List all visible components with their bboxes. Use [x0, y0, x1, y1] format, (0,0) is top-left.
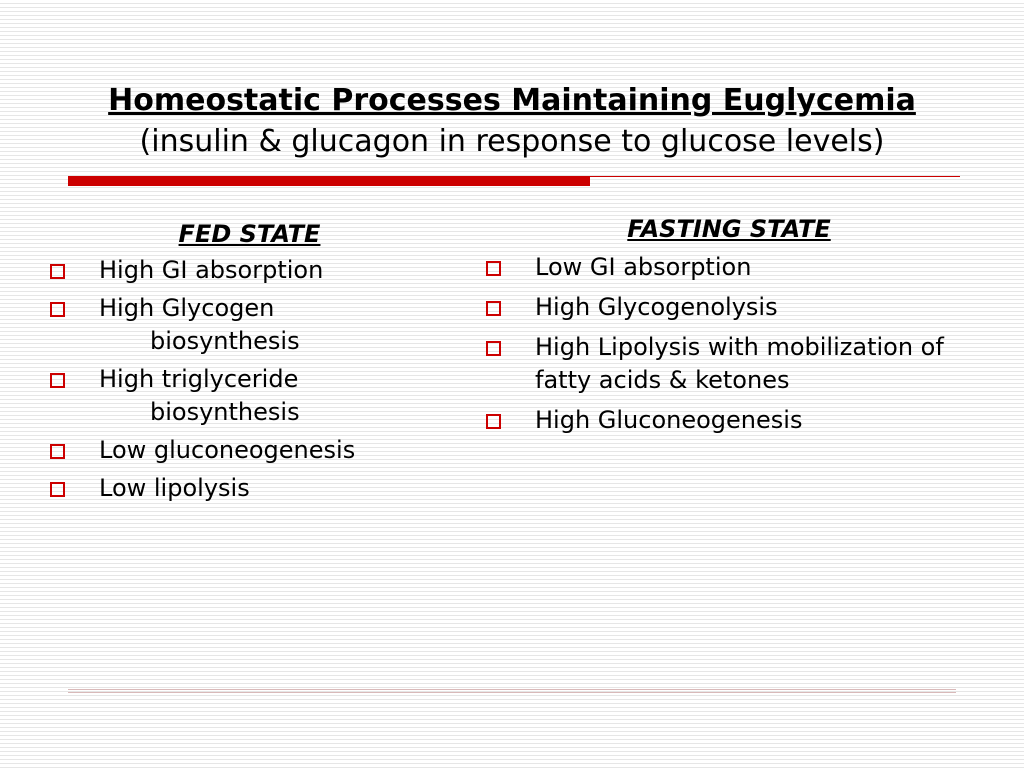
list-item-text: High Lipolysis with mobilization of fatty acids & ketones — [535, 333, 944, 394]
list-item — [484, 291, 954, 324]
list-item — [484, 404, 954, 437]
title-accent-bar — [68, 176, 590, 186]
list-item — [48, 363, 428, 429]
slide-title-block — [0, 80, 1024, 162]
hollow-square-icon — [486, 261, 501, 276]
fasting-state-heading: FASTING STATE — [627, 215, 831, 243]
hollow-square-icon — [486, 341, 501, 356]
list-item-text: Low gluconeogenesis — [99, 436, 356, 464]
hollow-square-icon — [50, 264, 65, 279]
fed-state-heading: FED STATE — [178, 220, 321, 248]
list-item — [484, 251, 954, 284]
list-item — [484, 331, 954, 397]
list-item-text: High Gluconeogenesis — [535, 406, 803, 434]
slide-subtitle: (insulin & glucagon in response to glucose levels) — [139, 124, 885, 159]
list-item — [48, 434, 428, 467]
list-item-text: Low GI absorption — [535, 253, 752, 281]
hollow-square-icon — [50, 482, 65, 497]
list-item — [48, 292, 428, 358]
fasting-state-list — [484, 251, 954, 437]
list-item-text: High GI absorption — [99, 256, 324, 284]
list-item — [48, 254, 428, 287]
list-item-text: High Glycogenolysis — [535, 293, 778, 321]
footer-rule — [68, 692, 956, 693]
hollow-square-icon — [486, 414, 501, 429]
list-item-text: High Glycogen — [99, 294, 275, 322]
fed-state-list — [48, 254, 428, 505]
list-item-continuation: biosynthesis — [150, 327, 300, 355]
hollow-square-icon — [50, 302, 65, 317]
list-item — [48, 472, 428, 505]
list-item-text: Low lipolysis — [99, 474, 250, 502]
hollow-square-icon — [50, 373, 65, 388]
hollow-square-icon — [50, 444, 65, 459]
slide-title: Homeostatic Processes Maintaining Euglycemia — [108, 83, 916, 118]
list-item-continuation: biosynthesis — [150, 398, 300, 426]
fasting-state-column — [484, 213, 954, 444]
footer-rule — [68, 689, 956, 690]
fed-state-column — [48, 218, 428, 510]
hollow-square-icon — [486, 301, 501, 316]
list-item-text: High triglyceride — [99, 365, 299, 393]
title-accent-line — [590, 176, 960, 177]
